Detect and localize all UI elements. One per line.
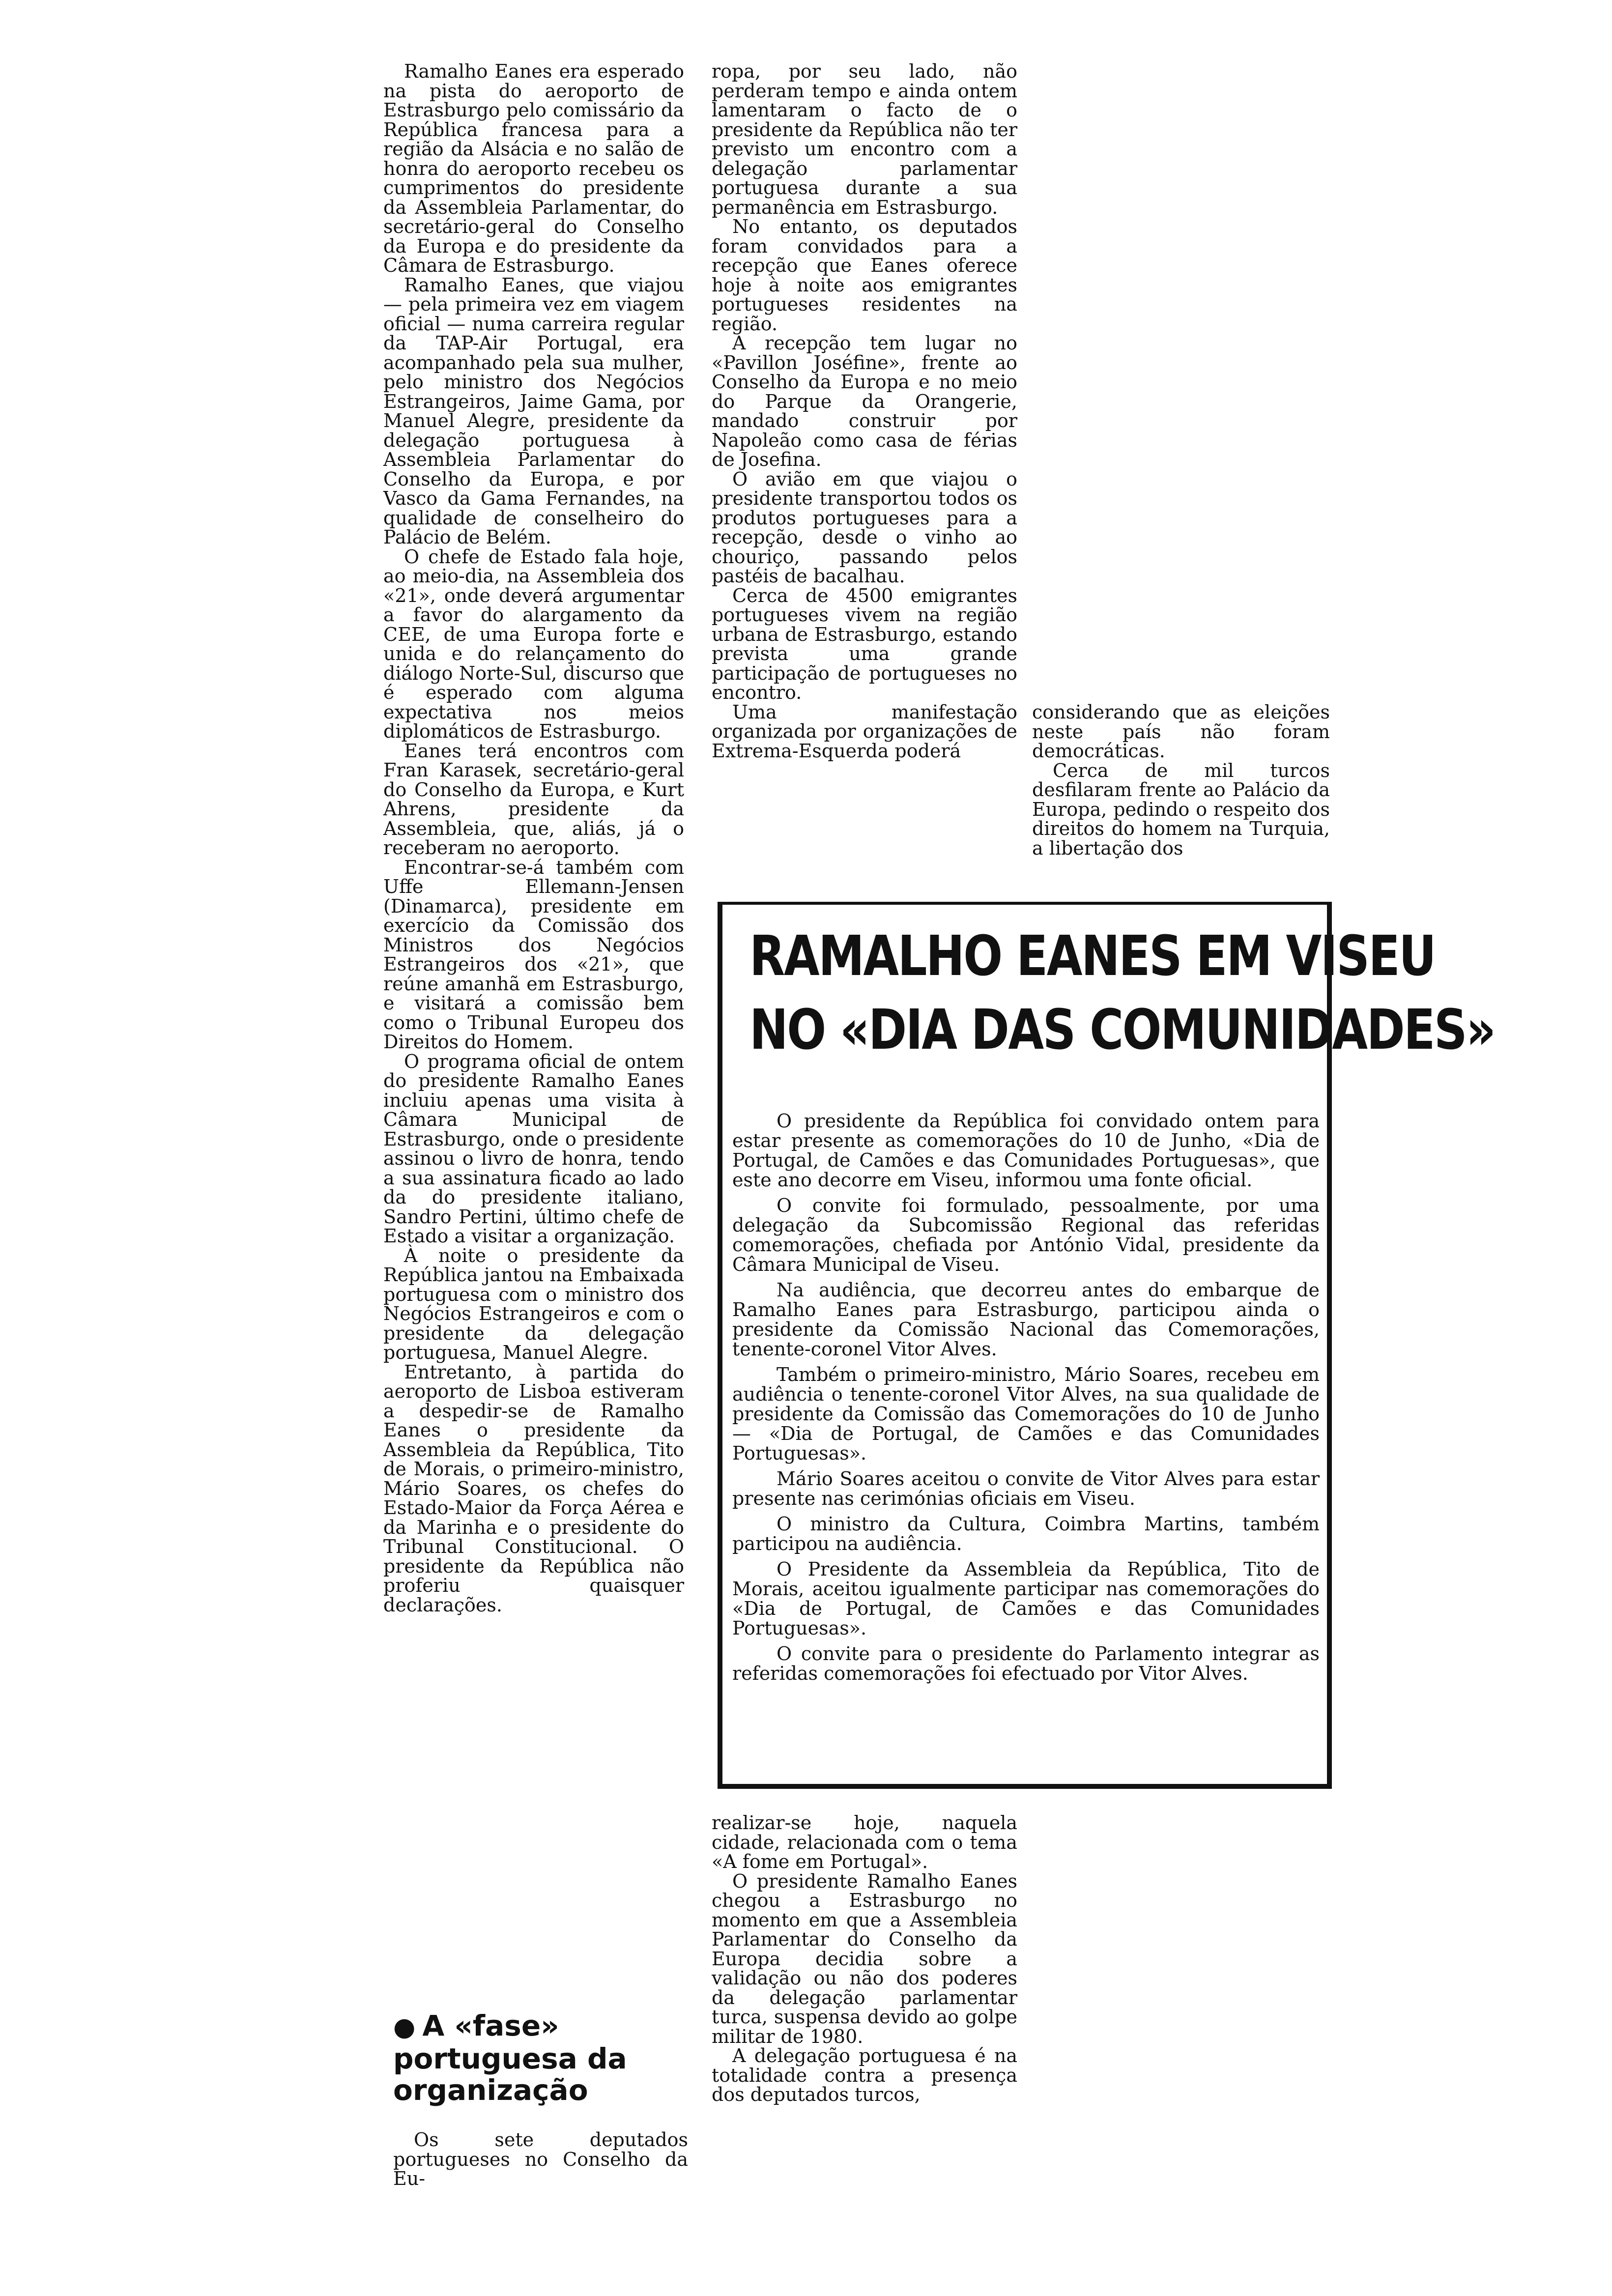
paragraph: A recepção tem lugar no «Pavillon Joséfine», frente ao Conselho da Europa e no meio do Parque da Orangerie, mandado construir por Napoleão como casa de férias de Josefina.	[712, 332, 1017, 470]
headline-line: NO «DIA DAS COMUNIDADES»	[749, 998, 1495, 1062]
paragraph: A delegação portuguesa é na totalidade contra a presença dos deputados turcos,	[712, 2045, 1017, 2105]
paragraph: Eanes terá encontros com Fran Karasek, secretário-geral do Conselho da Europa, e Kurt Ahrens, presidente da Assembleia, que, aliás, já o receberam no aeroporto.	[383, 740, 684, 859]
paragraph: O Presidente da Assembleia da República, Tito de Morais, aceitou igualmente participar nas comemorações do «Dia de Portugal, de Camões e das Comunidades Portuguesas».	[732, 1558, 1320, 1639]
paragraph: Uma manifestação organizada por organizações de Extrema-Esquerda poderá	[712, 701, 1017, 762]
paragraph: O convite foi formulado, pessoalmente, por uma delegação da Subcomissão Regional das referidas comemorações, chefiada por António Vidal, presidente da Câmara Municipal de Viseu.	[732, 1195, 1320, 1275]
boxed-article-headline	[749, 919, 1495, 1067]
boxed-article	[718, 902, 1495, 1789]
section-subheading	[393, 2010, 688, 2106]
paragraph: ropa, por seu lado, não perderam tempo e ainda ontem lamentaram o facto de o presidente da República não ter previsto um encontro com a delegação parlamentar portuguesa durante a sua permanência em Estrasburgo.	[712, 60, 1017, 218]
paragraph: O chefe de Estado fala hoje, ao meio-dia, na Assembleia dos «21», onde deverá argumentar a favor do alargamento da CEE, de uma Europa forte e unida e do relançamento do diálogo Norte-Sul, discurso que é esperado com alguma expectativa nos meios diplomáticos de Estrasburgo.	[383, 545, 684, 742]
bullet-icon: ●	[393, 2012, 416, 2042]
paragraph: No entanto, os deputados foram convidados para a recepção que Eanes oferece hoje à noite aos emigrantes portugueses residentes na região.	[712, 216, 1017, 335]
boxed-article-body	[732, 1111, 1320, 1689]
paragraph: O presidente Ramalho Eanes chegou a Estrasburgo no momento em que a Assembleia Parlamentar do Conselho da Europa decidia sobre a validação ou não dos poderes da delegação parlamentar turca, suspensa devido ao golpe militar de 1980.	[712, 1870, 1017, 2047]
subheading-intro	[393, 2130, 688, 2189]
paragraph: Também o primeiro-ministro, Mário Soares, recebeu em audiência o tenente-coronel Vitor Alves, na sua qualidade de presidente da Comissão das Comemorações do 10 de Junho — «Dia de Portugal, de Camões e das Comunidades Portuguesas».	[732, 1364, 1320, 1464]
paragraph: Cerca de mil turcos desfilaram frente ao Palácio da Europa, pedindo o respeito dos direitos do homem na Turquia, a libertação dos	[1032, 759, 1330, 859]
paragraph: O programa oficial de ontem do presidente Ramalho Eanes incluiu apenas uma visita à Câmara Municipal de Estrasburgo, onde o presidente assinou o livro de honra, tendo a sua assinatura ficado ao lado da do presidente italiano, Sandro Pertini, último chefe de Estado a visitar a organização.	[383, 1050, 684, 1247]
paragraph: realizar-se hoje, naquela cidade, relacionada com o tema «A fome em Portugal».	[712, 1812, 1017, 1872]
paragraph: Os sete deputados portugueses no Conselho da Eu-	[393, 2129, 688, 2189]
paragraph: Mário Soares aceitou o convite de Vitor Alves para estar presente nas cerimónias oficiais em Viseu.	[732, 1468, 1320, 1509]
article-column-2-continued	[712, 1813, 1017, 2105]
paragraph: Ramalho Eanes era esperado na pista do aeroporto de Estrasburgo pelo comissário da República francesa para a região da Alsácia e no salão de honra do aeroporto recebeu os cumprimentos do presidente da Assembleia Parlamentar, do secretário-geral do Conselho da Europa e do presidente da Câmara de Estrasburgo.	[383, 60, 684, 276]
paragraph: considerando que as eleições neste país não foram democráticas.	[1032, 701, 1330, 762]
article-column-3	[1032, 703, 1330, 858]
paragraph: Ramalho Eanes, que viajou — pela primeira vez em viagem oficial — numa carreira regular da TAP-Air Portugal, era acompanhado pela sua mulher, pelo ministro dos Negócios Estrangeiros, Jaime Gama, por Manuel Alegre, presidente da delegação portuguesa à Assembleia Parlamentar do Conselho da Europa, e por Vasco da Gama Fernandes, na qualidade de conselheiro do Palácio de Belém.	[383, 274, 684, 548]
article-column-1	[383, 62, 684, 1615]
subheading-text: A «fase» portuguesa da organização	[393, 2009, 627, 2107]
paragraph: Entretanto, à partida do aeroporto de Lisboa estiveram a despedir-se de Ramalho Eanes o presidente da Assembleia da República, Tito de Morais, o primeiro-ministro, Mário Soares, os chefes do Estado-Maior da Força Aérea e da Marinha e o presidente do Tribunal Constitucional. O presidente da República não proferiu quaisquer declarações.	[383, 1361, 684, 1616]
paragraph: Cerca de 4500 emigrantes portugueses vivem na região urbana de Estrasburgo, estando prevista uma grande participação de portugueses no encontro.	[712, 584, 1017, 703]
paragraph: O ministro da Cultura, Coimbra Martins, também participou na audiência.	[732, 1513, 1320, 1554]
paragraph: O presidente da República foi convidado ontem para estar presente as comemorações do 10 de Junho, «Dia de Portugal, de Camões e das Comunidades Portuguesas», que este ano decorre em Viseu, informou uma fonte oficial.	[732, 1110, 1320, 1191]
article-column-2	[712, 62, 1017, 761]
paragraph: Encontrar-se-á também com Uffe Ellemann-Jensen (Dinamarca), presidente em exercício da Comissão dos Ministros dos Negócios Estrangeiros dos «21», que reúne amanhã em Estrasburgo, e visitará a comissão bem como o Tribunal Europeu dos Direitos do Homem.	[383, 856, 684, 1053]
paragraph: Na audiência, que decorreu antes do embarque de Ramalho Eanes para Estrasburgo, participou ainda o presidente da Comissão Nacional das Comemorações, tenente-coronel Vitor Alves.	[732, 1279, 1320, 1360]
paragraph: À noite o presidente da República jantou na Embaixada portuguesa com o ministro dos Negócios Estrangeiros e com o presidente da delegação portuguesa, Manuel Alegre.	[383, 1244, 684, 1363]
paragraph: O convite para o presidente do Parlamento integrar as referidas comemorações foi efectuado por Vitor Alves.	[732, 1643, 1320, 1684]
paragraph: O avião em que viajou o presidente transportou todos os produtos portugueses para a recepção, desde o vinho ao chouriço, passando pelos pastéis de bacalhau.	[712, 468, 1017, 587]
headline-line: RAMALHO EANES EM VISEU	[749, 924, 1436, 988]
